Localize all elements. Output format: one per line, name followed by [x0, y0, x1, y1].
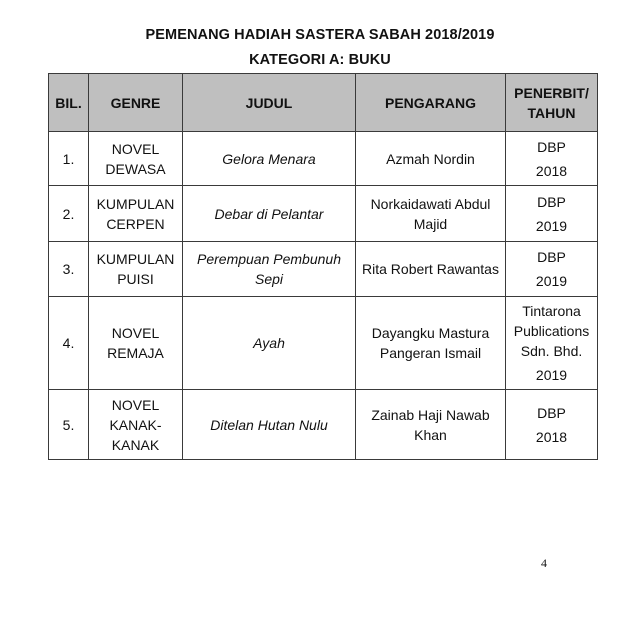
penerbit-line: DBP [537, 193, 566, 210]
genre-line: NOVEL [111, 396, 160, 413]
cell-genre [89, 242, 183, 297]
cell-pengarang: Norkaidawati Abdul Majid [356, 186, 506, 242]
cell-pengarang: Rita Robert Rawantas [356, 242, 506, 297]
genre-line: KANAK- [109, 416, 162, 433]
cell-pengarang: Dayangku Mastura Pangeran Ismail [356, 297, 506, 390]
genre-line: CERPEN [106, 215, 165, 232]
header-pengarang: PENGARANG [356, 74, 506, 132]
table-header-row [49, 74, 598, 132]
genre-line: NOVEL [111, 325, 160, 341]
tahun: 2019 [535, 367, 568, 383]
table-row [49, 132, 598, 186]
cell-penerbit [506, 242, 598, 297]
penerbit-line: DBP [537, 249, 566, 265]
table-row [49, 390, 598, 460]
genre-line: NOVEL [111, 140, 160, 157]
penerbit-line: Sdn. Bhd. [520, 343, 583, 359]
cell-bil: 3. [49, 242, 89, 297]
header-penerbit [506, 74, 598, 132]
page-number: 4 [541, 556, 547, 570]
cell-genre [89, 186, 183, 242]
cell-judul: Gelora Menara [183, 132, 356, 186]
cell-pengarang: Zainab Haji Nawab Khan [356, 390, 506, 460]
cell-genre [89, 132, 183, 186]
cell-genre [89, 297, 183, 390]
cell-penerbit [506, 390, 598, 460]
cell-judul: Ditelan Hutan Nulu [183, 390, 356, 460]
document-subtitle: KATEGORI A: BUKU [249, 52, 391, 68]
genre-line: PUISI [117, 271, 154, 287]
cell-bil: 1. [49, 132, 89, 186]
genre-line: DEWASA [105, 160, 166, 177]
penerbit-line: DBP [537, 404, 566, 421]
tahun: 2018 [535, 428, 568, 445]
table-row [49, 297, 598, 390]
tahun: 2018 [535, 162, 568, 179]
header-penerbit-line2: TAHUN [527, 104, 576, 121]
penerbit-line: Publications [513, 323, 590, 339]
header-bil: BIL. [49, 74, 89, 132]
cell-judul: Debar di Pelantar [183, 186, 356, 242]
cell-bil: 4. [49, 297, 89, 390]
header-judul: JUDUL [183, 74, 356, 132]
document-title: PEMENANG HADIAH SASTERA SABAH 2018/2019 [145, 27, 495, 43]
cell-judul: Perempuan Pembunuh Sepi [183, 242, 356, 297]
genre-line: KANAK [111, 436, 160, 453]
cell-penerbit [506, 186, 598, 242]
cell-genre [89, 390, 183, 460]
header-penerbit-line1: PENERBIT/ [514, 84, 589, 101]
cell-bil: 2. [49, 186, 89, 242]
table-row [49, 242, 598, 297]
penerbit-line: DBP [537, 138, 566, 155]
cell-penerbit [506, 297, 598, 390]
awards-table [48, 73, 598, 460]
cell-judul: Ayah [183, 297, 356, 390]
genre-line: REMAJA [107, 345, 164, 361]
cell-pengarang: Azmah Nordin [356, 132, 506, 186]
tahun: 2019 [535, 217, 568, 234]
genre-line: KUMPULAN [96, 251, 175, 267]
penerbit-line: Tintarona [522, 303, 581, 319]
cell-penerbit [506, 132, 598, 186]
table-row [49, 186, 598, 242]
tahun: 2019 [535, 273, 568, 289]
cell-bil: 5. [49, 390, 89, 460]
genre-line: KUMPULAN [96, 195, 175, 212]
header-genre: GENRE [89, 74, 183, 132]
